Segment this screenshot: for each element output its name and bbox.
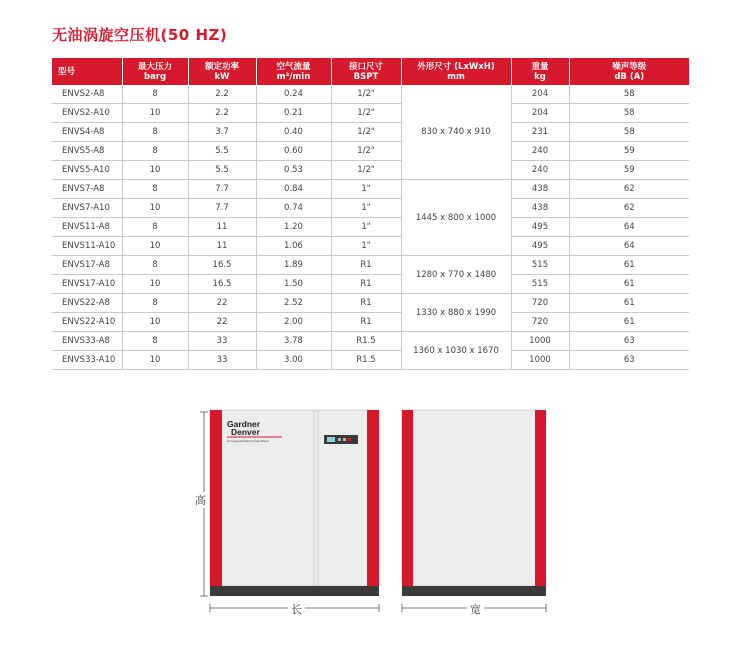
cell-pressure: 8 <box>122 294 188 313</box>
cell-weight: 515 <box>511 256 569 275</box>
cell-weight: 231 <box>511 123 569 142</box>
cell-power: 2.2 <box>188 85 256 104</box>
cell-port: 1/2" <box>331 104 401 123</box>
cell-pressure: 8 <box>122 256 188 275</box>
col-header-power: 额定功率 kW <box>188 58 256 85</box>
cell-model: ENVS11-A10 <box>52 237 122 256</box>
brand-tagline: An Ingersoll Rand Group Brand <box>227 439 269 443</box>
front-right-red-panel <box>367 410 379 586</box>
cell-model: ENVS5-A10 <box>52 161 122 180</box>
cell-power: 2.2 <box>188 104 256 123</box>
cell-port: R1 <box>331 256 401 275</box>
table-row <box>52 332 689 351</box>
cell-dimensions: 1360 x 1030 x 1670 <box>401 332 511 370</box>
width-label: 宽 <box>467 601 484 617</box>
cell-flow: 0.24 <box>256 85 331 104</box>
compressor-drawing <box>190 400 560 630</box>
cell-noise: 58 <box>569 85 689 104</box>
cell-weight: 495 <box>511 218 569 237</box>
cell-flow: 1.89 <box>256 256 331 275</box>
table-row <box>52 351 689 370</box>
cell-weight: 495 <box>511 237 569 256</box>
cell-power: 16.5 <box>188 256 256 275</box>
cell-pressure: 8 <box>122 332 188 351</box>
cell-port: R1.5 <box>331 332 401 351</box>
col-header-noise: 噪声等级 dB (A) <box>569 58 689 85</box>
cell-port: R1 <box>331 313 401 332</box>
cell-dimensions: 1330 x 880 x 1990 <box>401 294 511 332</box>
side-base <box>402 586 546 596</box>
cell-model: ENVS7-A8 <box>52 180 122 199</box>
cell-model: ENVS5-A8 <box>52 142 122 161</box>
cell-flow: 0.60 <box>256 142 331 161</box>
cell-port: R1 <box>331 294 401 313</box>
cell-pressure: 10 <box>122 275 188 294</box>
table-row <box>52 256 689 275</box>
cell-power: 7.7 <box>188 199 256 218</box>
cell-flow: 1.20 <box>256 218 331 237</box>
cell-model: ENVS17-A10 <box>52 275 122 294</box>
cell-flow: 2.00 <box>256 313 331 332</box>
cell-port: R1 <box>331 275 401 294</box>
cell-flow: 0.21 <box>256 104 331 123</box>
cell-weight: 720 <box>511 294 569 313</box>
side-right-red-panel <box>535 410 546 586</box>
cell-model: ENVS33-A8 <box>52 332 122 351</box>
length-label: 长 <box>288 601 305 617</box>
table-row <box>52 275 689 294</box>
cell-power: 33 <box>188 351 256 370</box>
cell-pressure: 10 <box>122 351 188 370</box>
cell-noise: 64 <box>569 237 689 256</box>
cell-pressure: 8 <box>122 123 188 142</box>
cell-pressure: 10 <box>122 104 188 123</box>
cell-power: 5.5 <box>188 142 256 161</box>
cell-flow: 1.50 <box>256 275 331 294</box>
cell-power: 22 <box>188 294 256 313</box>
table-row <box>52 85 689 104</box>
cell-noise: 64 <box>569 218 689 237</box>
brand-line2: Denver <box>231 427 260 437</box>
cell-noise: 61 <box>569 294 689 313</box>
brand-line1: Gardner <box>227 419 261 429</box>
table-row <box>52 161 689 180</box>
cell-power: 3.7 <box>188 123 256 142</box>
cell-weight: 438 <box>511 199 569 218</box>
cell-model: ENVS22-A10 <box>52 313 122 332</box>
table-row <box>52 313 689 332</box>
cell-pressure: 8 <box>122 218 188 237</box>
cell-dimensions: 830 x 740 x 910 <box>401 85 511 180</box>
cell-power: 22 <box>188 313 256 332</box>
cell-pressure: 10 <box>122 199 188 218</box>
cell-noise: 61 <box>569 313 689 332</box>
table-row <box>52 123 689 142</box>
cell-noise: 58 <box>569 104 689 123</box>
front-unit <box>210 410 379 596</box>
cell-noise: 63 <box>569 351 689 370</box>
side-left-red-panel <box>402 410 413 586</box>
cell-noise: 61 <box>569 275 689 294</box>
col-header-pressure: 最大压力 barg <box>122 58 188 85</box>
cell-port: 1/2" <box>331 161 401 180</box>
cell-port: 1" <box>331 237 401 256</box>
cell-model: ENVS2-A10 <box>52 104 122 123</box>
cell-noise: 58 <box>569 123 689 142</box>
side-unit <box>402 410 546 596</box>
cell-pressure: 8 <box>122 85 188 104</box>
cell-weight: 720 <box>511 313 569 332</box>
cell-port: 1" <box>331 180 401 199</box>
cell-pressure: 10 <box>122 237 188 256</box>
cell-noise: 61 <box>569 256 689 275</box>
cell-flow: 0.74 <box>256 199 331 218</box>
col-header-port: 接口尺寸 BSPT <box>331 58 401 85</box>
col-header-flow: 空气流量 m³/min <box>256 58 331 85</box>
cell-flow: 0.40 <box>256 123 331 142</box>
cell-port: 1" <box>331 218 401 237</box>
table-row <box>52 294 689 313</box>
height-label: 高 <box>195 494 206 507</box>
cell-pressure: 10 <box>122 313 188 332</box>
cell-flow: 3.00 <box>256 351 331 370</box>
cell-flow: 0.84 <box>256 180 331 199</box>
cell-weight: 240 <box>511 161 569 180</box>
cell-model: ENVS33-A10 <box>52 351 122 370</box>
cell-model: ENVS17-A8 <box>52 256 122 275</box>
cell-port: 1/2" <box>331 85 401 104</box>
cell-weight: 204 <box>511 85 569 104</box>
col-header-weight: 重量 kg <box>511 58 569 85</box>
cell-pressure: 10 <box>122 161 188 180</box>
table-row <box>52 218 689 237</box>
cell-model: ENVS4-A8 <box>52 123 122 142</box>
cell-flow: 3.78 <box>256 332 331 351</box>
front-left-red-panel <box>210 410 222 586</box>
cell-port: R1.5 <box>331 351 401 370</box>
cell-flow: 2.52 <box>256 294 331 313</box>
cell-weight: 1000 <box>511 332 569 351</box>
cell-noise: 63 <box>569 332 689 351</box>
cell-noise: 59 <box>569 161 689 180</box>
cell-flow: 1.06 <box>256 237 331 256</box>
cell-dimensions: 1445 x 800 x 1000 <box>401 180 511 256</box>
col-header-model: 型号 <box>52 58 122 85</box>
cell-port: 1/2" <box>331 142 401 161</box>
table-row <box>52 237 689 256</box>
cell-power: 16.5 <box>188 275 256 294</box>
cell-weight: 240 <box>511 142 569 161</box>
cell-weight: 1000 <box>511 351 569 370</box>
cell-weight: 438 <box>511 180 569 199</box>
cell-port: 1" <box>331 199 401 218</box>
cell-flow: 0.53 <box>256 161 331 180</box>
cell-model: ENVS2-A8 <box>52 85 122 104</box>
cell-weight: 204 <box>511 104 569 123</box>
table-body <box>52 85 689 370</box>
cell-power: 33 <box>188 332 256 351</box>
product-figure <box>190 400 560 630</box>
col-header-dimensions: 外形尺寸 (LxWxH) mm <box>401 58 511 85</box>
cell-model: ENVS7-A10 <box>52 199 122 218</box>
cell-power: 11 <box>188 237 256 256</box>
table-row <box>52 142 689 161</box>
cell-power: 11 <box>188 218 256 237</box>
cell-power: 7.7 <box>188 180 256 199</box>
cell-noise: 59 <box>569 142 689 161</box>
front-base <box>210 586 379 596</box>
spec-table <box>52 58 689 370</box>
cell-pressure: 8 <box>122 180 188 199</box>
table-header-row <box>52 58 689 85</box>
cell-noise: 62 <box>569 180 689 199</box>
cell-model: ENVS11-A8 <box>52 218 122 237</box>
table-row <box>52 104 689 123</box>
table-row <box>52 180 689 199</box>
cell-dimensions: 1280 x 770 x 1480 <box>401 256 511 294</box>
table-row <box>52 199 689 218</box>
cell-weight: 515 <box>511 275 569 294</box>
cell-port: 1/2" <box>331 123 401 142</box>
cell-pressure: 8 <box>122 142 188 161</box>
page-title: 无油涡旋空压机(50 HZ) <box>52 26 228 44</box>
cell-power: 5.5 <box>188 161 256 180</box>
cell-noise: 62 <box>569 199 689 218</box>
cell-model: ENVS22-A8 <box>52 294 122 313</box>
